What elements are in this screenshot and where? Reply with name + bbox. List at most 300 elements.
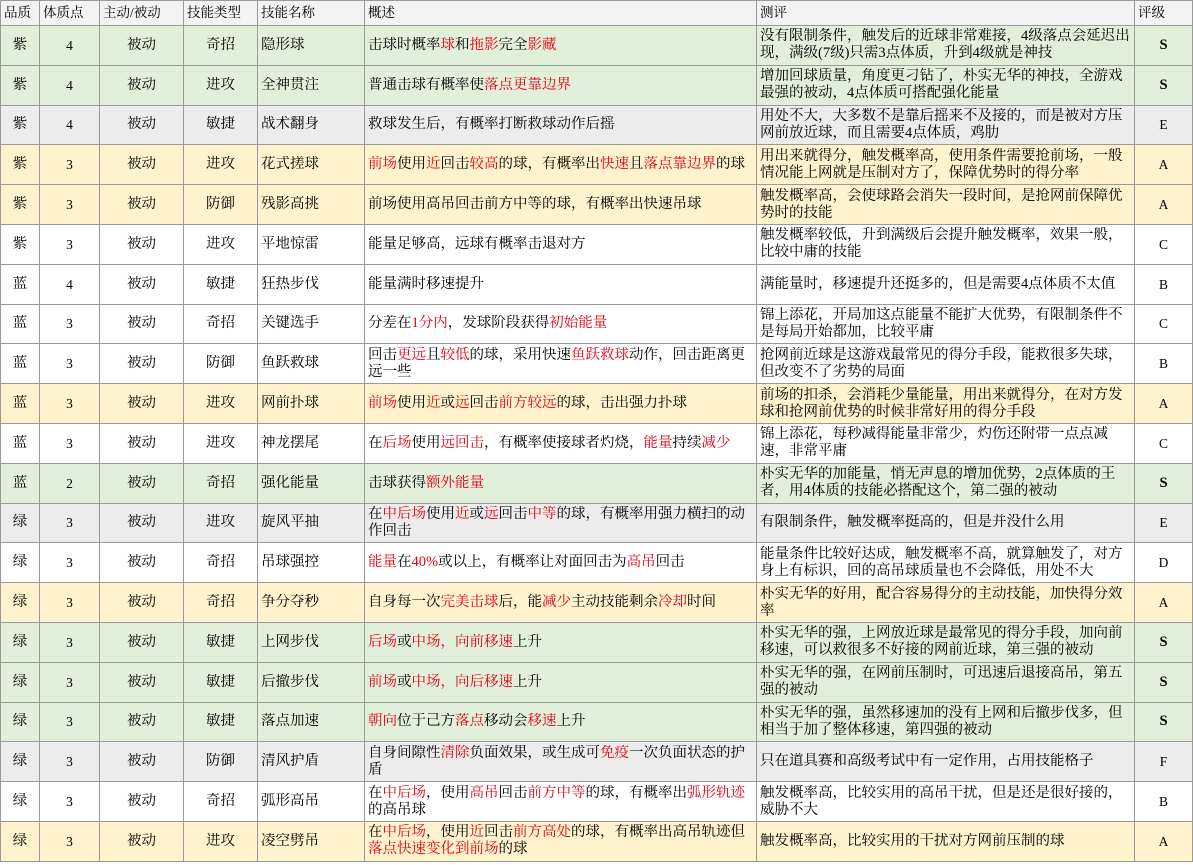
skill-name-value: 鱼跃救球 xyxy=(261,355,319,372)
table-row xyxy=(1,543,1193,583)
rating-cell xyxy=(1135,106,1193,146)
summary-text xyxy=(368,347,754,381)
skill-type-cell xyxy=(184,384,258,424)
summary-cell xyxy=(365,822,757,862)
table-row xyxy=(1,305,1193,345)
rating-value: C xyxy=(1158,435,1168,451)
summary-text xyxy=(368,785,754,819)
active-passive-value: 被动 xyxy=(127,235,156,252)
skill-type-value: 敏捷 xyxy=(206,713,235,730)
summary-cell xyxy=(365,305,757,345)
summary-segment: 的球，有概率用强力横扫的动作回击 xyxy=(368,505,745,539)
summary-highlight: 完美击球 xyxy=(440,594,499,611)
rating-cell xyxy=(1135,822,1193,862)
summary-text xyxy=(368,674,542,691)
skill-name-cell xyxy=(258,106,365,146)
quality-value: 蓝 xyxy=(12,275,28,292)
summary-segment: 救球发生后，有概率打断救球动作后摇 xyxy=(368,116,615,133)
skill-name-cell xyxy=(258,66,365,106)
summary-highlight: 免疫 xyxy=(600,744,629,761)
rating-cell xyxy=(1135,265,1193,305)
summary-segment: 的球，有概率出 xyxy=(585,784,687,801)
review-value: 触发概率高，会使球路会消失一段时间，是抢网前保障优势时的技能 xyxy=(760,187,1123,221)
summary-highlight: 拖影 xyxy=(469,36,499,53)
rating-value: B xyxy=(1158,276,1168,292)
summary-segment: ，发球阶段获得 xyxy=(447,315,550,332)
constitution-points-value: 4 xyxy=(66,37,73,53)
constitution-points-cell xyxy=(40,106,100,146)
review-value: 抢网前近球是这游戏最常见的得分手段，能救很多失球，但改变不了劣势的局面 xyxy=(760,346,1123,380)
summary-segment: 上升 xyxy=(513,673,542,690)
rating-cell xyxy=(1135,185,1193,225)
review-value: 增加回球质量，角度更刁钻了，朴实无华的神技，全游戏最强的被动，4点体质可搭配强化能量 xyxy=(760,68,1123,102)
quality-cell xyxy=(1,305,40,345)
constitution-points-cell xyxy=(40,424,100,464)
skill-name-cell xyxy=(258,344,365,384)
skill-type-value: 防御 xyxy=(206,753,235,770)
active-passive-value: 被动 xyxy=(127,156,156,173)
summary-highlight: 中后场 xyxy=(382,505,426,522)
skill-name-cell xyxy=(258,543,365,583)
summary-segment: 主动技能剩余 xyxy=(571,594,658,611)
summary-highlight: 近 xyxy=(426,395,441,412)
skill-name-cell xyxy=(258,742,365,782)
summary-highlight: 球 xyxy=(440,36,455,53)
summary-highlight: 前方高处 xyxy=(513,824,571,841)
skill-type-value: 防御 xyxy=(206,355,235,372)
summary-segment: 一次负面状态的护盾 xyxy=(368,744,745,778)
summary-segment: 负面效果，或生成可 xyxy=(469,744,600,761)
summary-text xyxy=(368,77,571,94)
summary-highlight: 高吊 xyxy=(469,784,499,801)
quality-cell xyxy=(1,424,40,464)
summary-highlight: 前场 xyxy=(368,673,397,690)
active-passive-cell xyxy=(100,106,184,146)
rating-value: C xyxy=(1158,316,1168,332)
quality-value: 紫 xyxy=(12,156,28,173)
table-row xyxy=(1,384,1193,424)
active-passive-value: 被动 xyxy=(127,554,156,571)
summary-text xyxy=(368,745,754,779)
active-passive-value: 被动 xyxy=(127,832,156,849)
active-passive-value: 被动 xyxy=(127,76,156,93)
constitution-points-value: 3 xyxy=(66,396,73,412)
summary-segment: 使用 xyxy=(397,395,426,412)
constitution-points-cell xyxy=(40,265,100,305)
header-constitution-points: 体质点 xyxy=(40,1,100,26)
rating-value: B xyxy=(1158,356,1168,372)
active-passive-cell xyxy=(100,26,184,66)
review-cell xyxy=(757,822,1135,862)
skill-name-cell xyxy=(258,623,365,663)
rating-value: S xyxy=(1159,474,1168,491)
summary-cell xyxy=(365,66,757,106)
summary-highlight: 前方中等 xyxy=(527,784,586,801)
skill-type-value: 奇招 xyxy=(206,793,235,810)
constitution-points-cell xyxy=(40,225,100,265)
active-passive-value: 被动 xyxy=(127,713,156,730)
skill-type-value: 防御 xyxy=(206,196,235,213)
active-passive-cell xyxy=(100,742,184,782)
skill-type-cell xyxy=(184,583,258,623)
quality-value: 紫 xyxy=(12,76,28,93)
table-row xyxy=(1,703,1193,743)
rating-value: S xyxy=(1159,633,1168,650)
skill-type-cell xyxy=(184,742,258,782)
review-value: 锦上添花，每秒减得能量非常少，灼伤还附带一点点减速，非常平庸 xyxy=(760,426,1108,460)
quality-value: 紫 xyxy=(12,196,28,213)
skill-name-value: 强化能量 xyxy=(261,474,319,491)
review-value: 前场的扣杀，会消耗少量能量，用出来就得分，在对方发球和抢网前优势的时候非常好用的得分手段 xyxy=(760,386,1123,420)
skill-name-cell xyxy=(258,464,365,504)
skill-type-cell xyxy=(184,185,258,225)
header-rating: 评级 xyxy=(1135,1,1193,26)
summary-segment: 且 xyxy=(426,346,441,363)
skill-name-value: 落点加速 xyxy=(261,713,319,730)
rating-value: C xyxy=(1158,236,1168,252)
review-cell xyxy=(757,265,1135,305)
summary-segment: ，使用 xyxy=(426,824,470,841)
review-value: 锦上添花，开局加这点能量不能扩大优势，有限制条件不是每局开始都加，比较平庸 xyxy=(760,306,1123,340)
summary-segment: 回击 xyxy=(440,156,470,173)
summary-highlight: 前方较远 xyxy=(498,395,557,412)
quality-cell xyxy=(1,185,40,225)
skill-name-cell xyxy=(258,703,365,743)
skill-name-cell xyxy=(258,26,365,66)
summary-segment: 完全 xyxy=(498,36,528,53)
skill-type-cell xyxy=(184,822,258,862)
summary-text xyxy=(368,156,745,173)
summary-highlight: 近 xyxy=(469,824,484,841)
review-cell xyxy=(757,424,1135,464)
skill-type-cell xyxy=(184,424,258,464)
review-value: 能量条件比较好达成，触发概率不高，就算触发了，对方身上有标识，回的高吊球质量也不会降低，用处不大 xyxy=(760,545,1123,579)
summary-highlight: 清除 xyxy=(440,744,470,761)
table-row xyxy=(1,185,1193,225)
summary-segment: ，使用 xyxy=(426,784,470,801)
summary-highlight: 远回击 xyxy=(440,434,484,451)
review-value: 用处不大，大多数不是靠后摇来不及接的，而是被对方压网前放近球，而且需要4点体质，鸡肋 xyxy=(760,107,1123,141)
rating-value: S xyxy=(1159,36,1168,53)
skill-type-cell xyxy=(184,703,258,743)
skill-name-cell xyxy=(258,424,365,464)
summary-text xyxy=(368,315,607,332)
constitution-points-value: 3 xyxy=(66,236,73,252)
table-row xyxy=(1,782,1193,822)
rating-cell xyxy=(1135,424,1193,464)
quality-cell xyxy=(1,583,40,623)
summary-segment: 在 xyxy=(368,505,383,522)
constitution-points-cell xyxy=(40,305,100,345)
active-passive-cell xyxy=(100,623,184,663)
active-passive-cell xyxy=(100,225,184,265)
review-value: 朴实无华的好用，配合容易得分的主动技能，加快得分效率 xyxy=(760,585,1123,619)
quality-value: 蓝 xyxy=(12,355,28,372)
active-passive-value: 被动 xyxy=(127,633,156,650)
review-value: 朴实无华的强，虽然移速加的没有上网和后撤步伐多，但相当于加了整体移速，第四强的被动 xyxy=(760,704,1123,738)
rating-value: A xyxy=(1158,833,1169,849)
active-passive-cell xyxy=(100,663,184,703)
skill-name-cell xyxy=(258,663,365,703)
table-row xyxy=(1,26,1193,66)
review-cell xyxy=(757,742,1135,782)
active-passive-value: 被动 xyxy=(127,315,156,332)
skill-name-value: 清风护盾 xyxy=(261,753,319,770)
table-row xyxy=(1,504,1193,544)
skill-name-value: 花式搓球 xyxy=(261,156,319,173)
review-value: 用出来就得分，触发概率高，使用条件需要抢前场，一般情况能上网就是压制对方了，保障优势时的得分率 xyxy=(760,147,1123,181)
summary-highlight: 近 xyxy=(455,505,470,522)
summary-segment: 回击 xyxy=(498,505,528,522)
summary-segment: 位于己方 xyxy=(397,713,455,730)
summary-text xyxy=(368,824,754,858)
quality-cell xyxy=(1,225,40,265)
summary-highlight: 较高 xyxy=(469,156,499,173)
skill-type-value: 进攻 xyxy=(206,514,235,531)
constitution-points-cell xyxy=(40,742,100,782)
active-passive-value: 被动 xyxy=(127,474,156,491)
summary-segment: 回击 xyxy=(484,824,513,841)
quality-cell xyxy=(1,703,40,743)
header-active-passive: 主动/被动 xyxy=(100,1,184,26)
rating-cell xyxy=(1135,26,1193,66)
quality-value: 紫 xyxy=(12,235,28,252)
summary-segment: 上升 xyxy=(513,633,542,650)
active-passive-cell xyxy=(100,424,184,464)
review-cell xyxy=(757,623,1135,663)
active-passive-value: 被动 xyxy=(127,395,156,412)
header-summary: 概述 xyxy=(365,1,757,26)
skill-name-cell xyxy=(258,384,365,424)
skill-type-value: 进攻 xyxy=(206,235,235,252)
skill-type-value: 敏捷 xyxy=(206,633,235,650)
summary-segment: 前场使用高吊回击前方中等的球，有概率出快速吊球 xyxy=(368,196,702,213)
constitution-points-value: 3 xyxy=(66,754,73,770)
review-cell xyxy=(757,185,1135,225)
table-row xyxy=(1,424,1193,464)
summary-highlight: 中后场 xyxy=(382,824,426,841)
review-value: 有限制条件，触发概率挺高的，但是并没什么用 xyxy=(760,514,1065,531)
quality-value: 紫 xyxy=(12,36,28,53)
quality-cell xyxy=(1,66,40,106)
rating-value: A xyxy=(1158,197,1169,213)
summary-text xyxy=(368,37,557,54)
skill-name-value: 争分夺秒 xyxy=(261,594,319,611)
summary-highlight: 更远 xyxy=(397,346,426,363)
summary-text xyxy=(368,395,687,412)
skill-type-value: 奇招 xyxy=(206,36,235,53)
constitution-points-value: 3 xyxy=(66,634,73,650)
skill-name-value: 全神贯注 xyxy=(261,76,319,93)
skill-type-cell xyxy=(184,782,258,822)
summary-segment: 回击 xyxy=(655,554,685,571)
review-value: 没有限制条件，触发后的近球非常难接，4级落点会延迟出现，满级(7级)只需3点体质，升到4级就是神技 xyxy=(760,28,1130,62)
active-passive-cell xyxy=(100,782,184,822)
review-cell xyxy=(757,782,1135,822)
rating-value: A xyxy=(1158,595,1169,611)
active-passive-cell xyxy=(100,344,184,384)
summary-cell xyxy=(365,265,757,305)
quality-value: 绿 xyxy=(12,554,28,571)
skill-name-cell xyxy=(258,305,365,345)
review-cell xyxy=(757,26,1135,66)
constitution-points-value: 4 xyxy=(66,276,73,292)
summary-segment: 或 xyxy=(440,395,455,412)
constitution-points-cell xyxy=(40,185,100,225)
skill-name-value: 平地惊雷 xyxy=(261,235,319,252)
constitution-points-cell xyxy=(40,782,100,822)
summary-cell xyxy=(365,583,757,623)
rating-cell xyxy=(1135,782,1193,822)
summary-segment: 能量足够高，远球有概率击退对方 xyxy=(368,235,586,252)
summary-segment: 或以上，有概率让对面回击为 xyxy=(438,554,627,571)
summary-segment: 且 xyxy=(629,156,644,173)
skill-name-value: 隐形球 xyxy=(261,36,305,53)
summary-segment: 使用 xyxy=(411,434,441,451)
review-value: 只在道具赛和高级考试中有一定作用，占用技能格子 xyxy=(760,753,1094,770)
active-passive-cell xyxy=(100,822,184,862)
skill-type-value: 敏捷 xyxy=(206,116,235,133)
rating-value: F xyxy=(1159,754,1168,770)
summary-highlight: 快速 xyxy=(600,156,629,173)
constitution-points-value: 3 xyxy=(66,555,73,571)
summary-segment: 击球时概率 xyxy=(368,36,441,53)
skill-type-cell xyxy=(184,265,258,305)
skill-type-cell xyxy=(184,106,258,146)
summary-segment: 在 xyxy=(397,554,412,571)
summary-cell xyxy=(365,26,757,66)
quality-cell xyxy=(1,504,40,544)
summary-highlight: 初始能量 xyxy=(549,315,608,332)
summary-cell xyxy=(365,424,757,464)
skill-type-value: 敏捷 xyxy=(206,275,235,292)
constitution-points-value: 3 xyxy=(66,714,73,730)
skill-type-cell xyxy=(184,464,258,504)
summary-highlight: 中场，向前移速 xyxy=(411,633,513,650)
skill-type-cell xyxy=(184,543,258,583)
summary-highlight: 前场 xyxy=(368,156,397,173)
rating-cell xyxy=(1135,703,1193,743)
skill-name-value: 残影高挑 xyxy=(261,196,319,213)
rating-cell xyxy=(1135,583,1193,623)
summary-segment: 在 xyxy=(368,434,383,451)
summary-segment: 使用 xyxy=(426,505,455,522)
review-cell xyxy=(757,583,1135,623)
quality-value: 绿 xyxy=(12,594,28,611)
table-row xyxy=(1,623,1193,663)
rating-cell xyxy=(1135,464,1193,504)
summary-text xyxy=(368,236,586,253)
skill-type-cell xyxy=(184,344,258,384)
summary-text xyxy=(368,116,615,133)
constitution-points-value: 3 xyxy=(66,595,73,611)
summary-segment: 回击 xyxy=(469,395,499,412)
summary-segment: 动作，回击距离更远一些 xyxy=(368,346,745,380)
active-passive-cell xyxy=(100,145,184,185)
summary-segment: 普通击球有概率使 xyxy=(368,76,484,93)
summary-text xyxy=(368,554,685,571)
constitution-points-cell xyxy=(40,583,100,623)
table-row xyxy=(1,225,1193,265)
summary-cell xyxy=(365,543,757,583)
summary-highlight: 中等 xyxy=(527,505,557,522)
skill-type-cell xyxy=(184,26,258,66)
summary-segment: 时间 xyxy=(687,594,716,611)
active-passive-value: 被动 xyxy=(127,355,156,372)
summary-cell xyxy=(365,106,757,146)
active-passive-value: 被动 xyxy=(127,196,156,213)
summary-highlight: 减少 xyxy=(542,594,571,611)
table-row xyxy=(1,106,1193,146)
summary-text xyxy=(368,196,702,213)
quality-cell xyxy=(1,344,40,384)
summary-segment: 的高吊球 xyxy=(368,801,426,818)
summary-text xyxy=(368,634,542,651)
quality-value: 绿 xyxy=(12,673,28,690)
quality-cell xyxy=(1,384,40,424)
constitution-points-cell xyxy=(40,822,100,862)
summary-highlight: 朝向 xyxy=(368,713,397,730)
skill-type-value: 奇招 xyxy=(206,554,235,571)
summary-segment: ，有概率使接球者灼烧， xyxy=(484,434,644,451)
skill-type-cell xyxy=(184,504,258,544)
summary-highlight: 近 xyxy=(426,156,441,173)
constitution-points-value: 3 xyxy=(66,435,73,451)
rating-cell xyxy=(1135,305,1193,345)
summary-segment: 的球，有概率出 xyxy=(498,156,600,173)
skill-type-value: 奇招 xyxy=(206,315,235,332)
summary-text xyxy=(368,506,754,540)
skill-name-cell xyxy=(258,225,365,265)
summary-highlight: 能量 xyxy=(368,554,397,571)
constitution-points-cell xyxy=(40,26,100,66)
rating-cell xyxy=(1135,504,1193,544)
constitution-points-value: 3 xyxy=(66,833,73,849)
constitution-points-cell xyxy=(40,384,100,424)
summary-segment: 回击 xyxy=(498,784,528,801)
header-skill-name: 技能名称 xyxy=(258,1,365,26)
review-cell xyxy=(757,344,1135,384)
active-passive-value: 被动 xyxy=(127,275,156,292)
summary-segment: 在 xyxy=(368,824,383,841)
summary-highlight: 落点更靠边界 xyxy=(484,76,571,93)
summary-highlight: 能量 xyxy=(643,434,673,451)
skill-type-cell xyxy=(184,145,258,185)
quality-cell xyxy=(1,742,40,782)
quality-cell xyxy=(1,26,40,66)
summary-highlight: 弧形轨迹 xyxy=(687,784,745,801)
summary-segment: 在 xyxy=(368,784,383,801)
rating-cell xyxy=(1135,742,1193,782)
quality-value: 蓝 xyxy=(12,315,28,332)
summary-cell xyxy=(365,384,757,424)
review-cell xyxy=(757,106,1135,146)
summary-highlight: 远 xyxy=(455,395,470,412)
rating-cell xyxy=(1135,663,1193,703)
summary-highlight: 鱼跃救球 xyxy=(571,346,629,363)
quality-cell xyxy=(1,663,40,703)
summary-text xyxy=(368,475,484,492)
review-cell xyxy=(757,504,1135,544)
constitution-points-cell xyxy=(40,344,100,384)
quality-value: 绿 xyxy=(12,713,28,730)
rating-cell xyxy=(1135,384,1193,424)
active-passive-cell xyxy=(100,583,184,623)
quality-value: 蓝 xyxy=(12,434,28,451)
skill-name-cell xyxy=(258,822,365,862)
summary-cell xyxy=(365,742,757,782)
skill-name-cell xyxy=(258,583,365,623)
